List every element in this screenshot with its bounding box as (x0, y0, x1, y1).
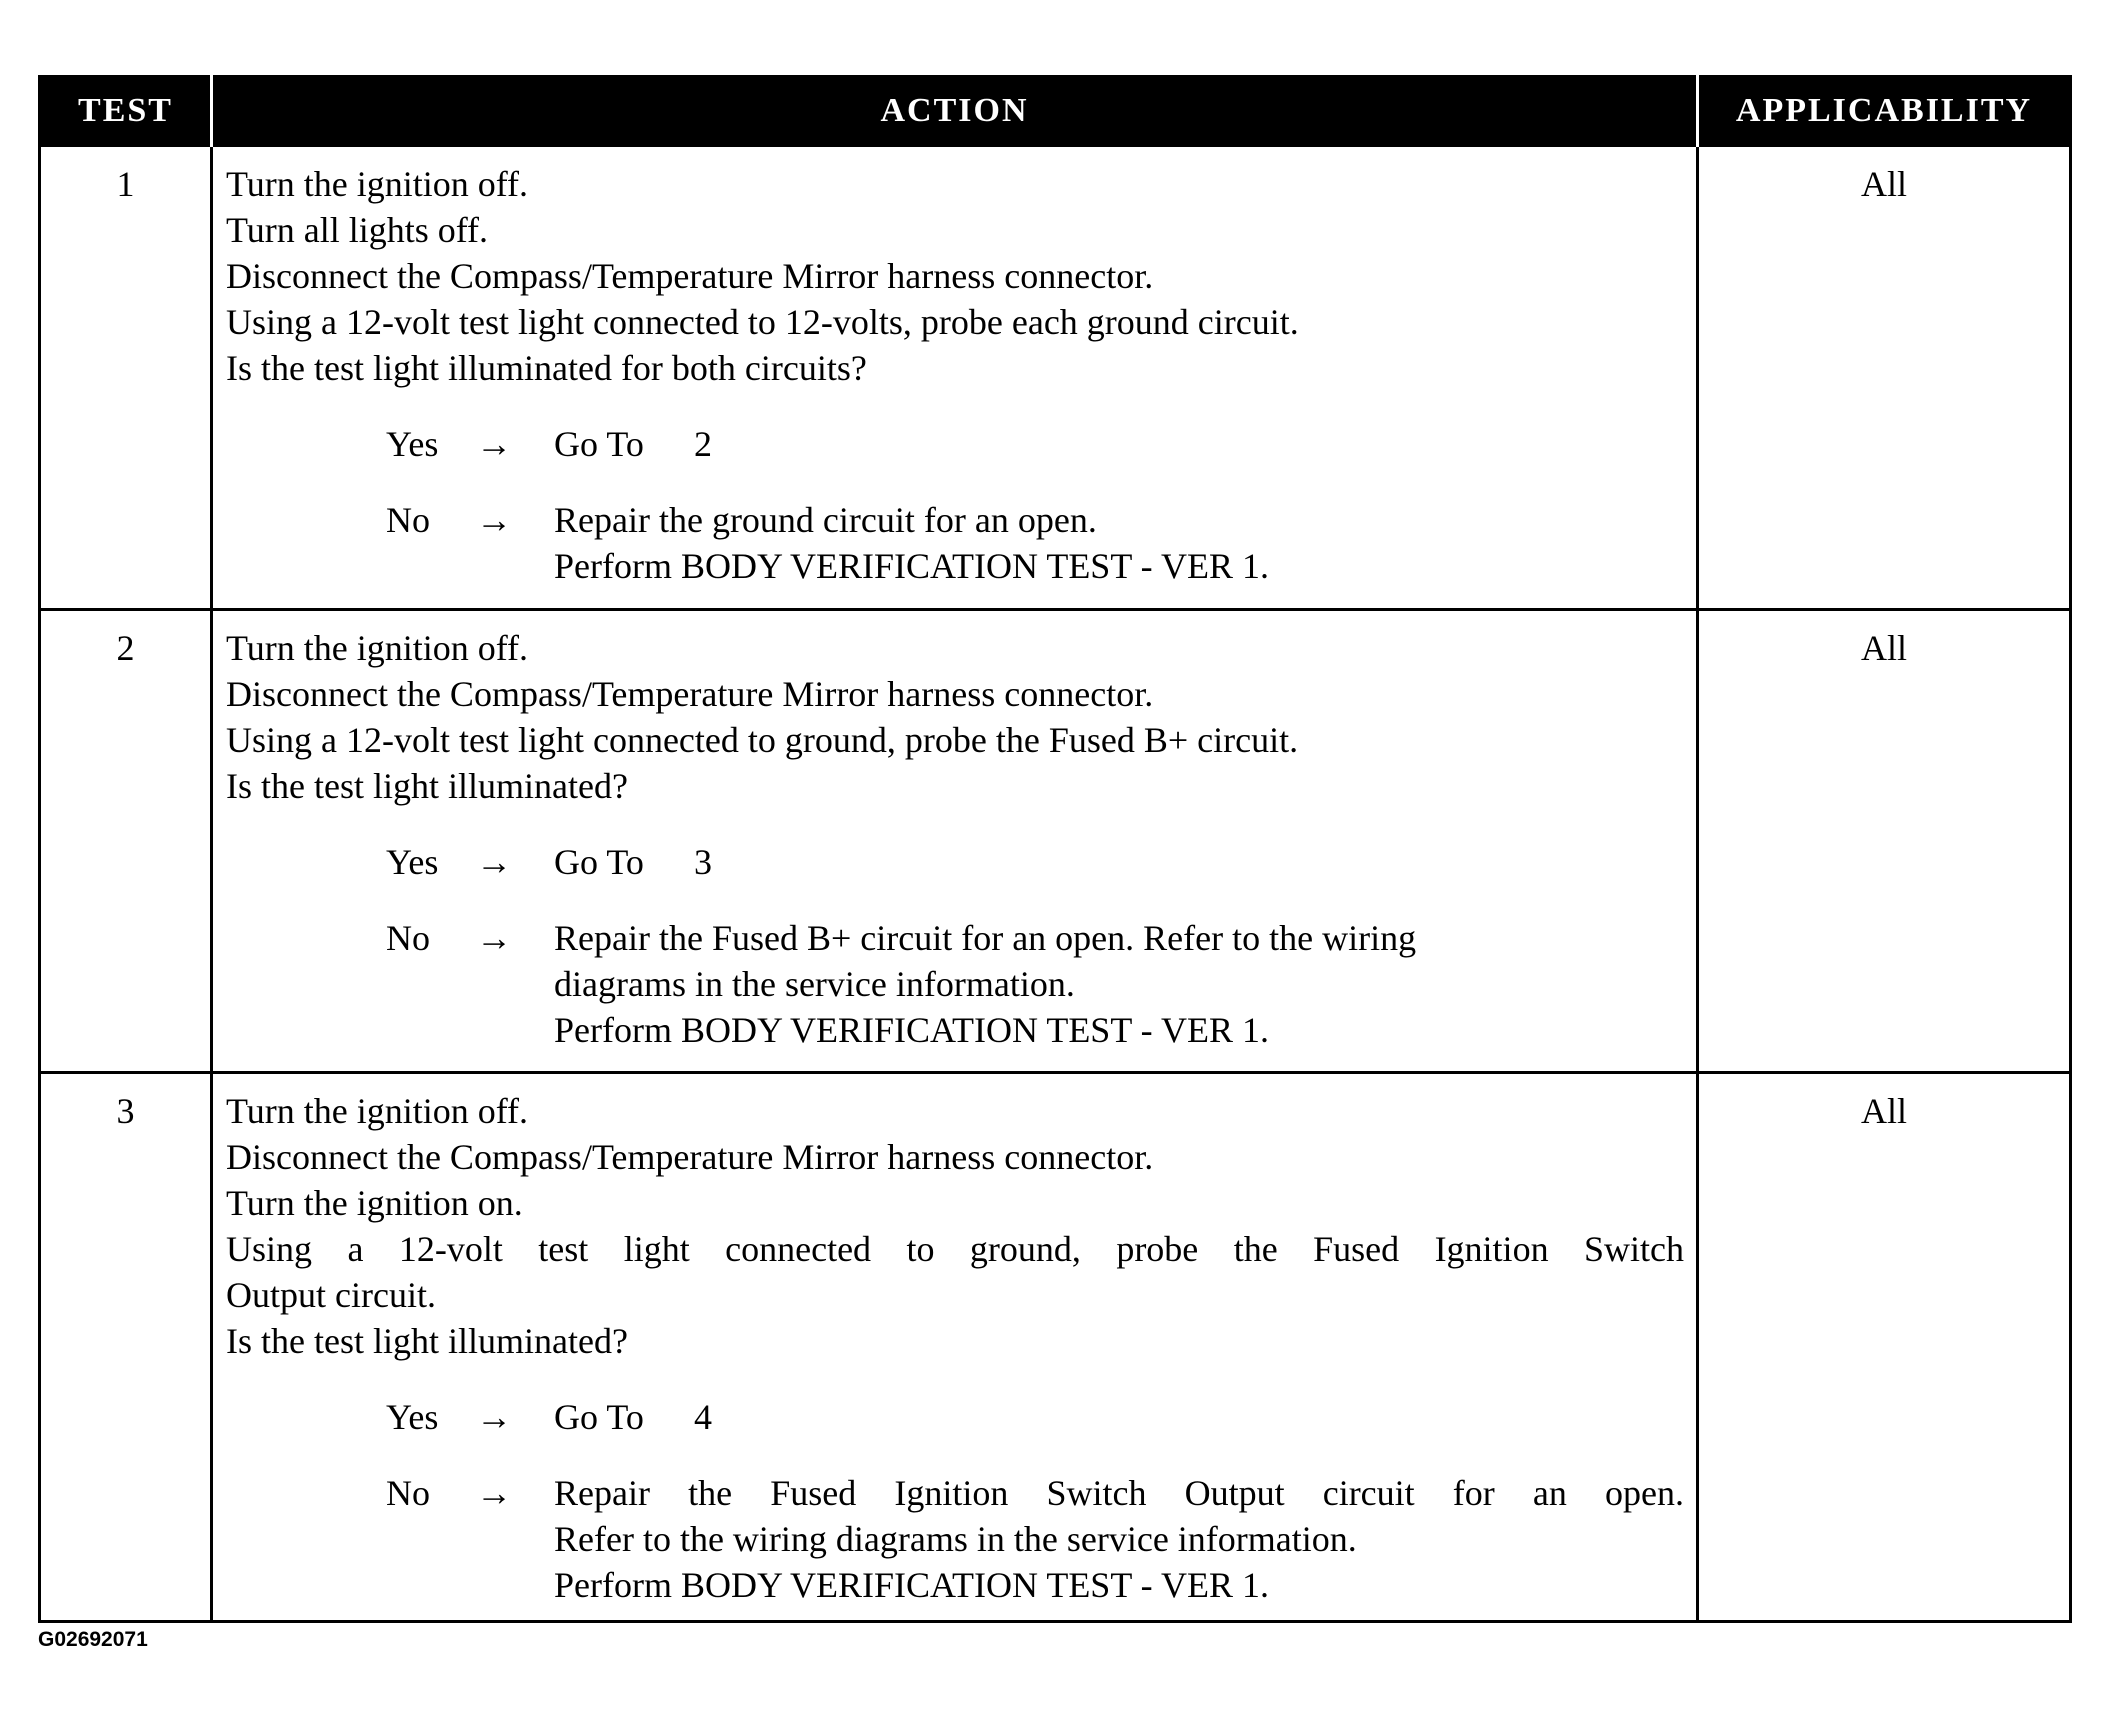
right-arrow-icon: → (476, 842, 512, 882)
goto-instruction (554, 839, 1684, 885)
right-arrow-icon: → (476, 500, 512, 540)
action-step: Disconnect the Compass/Temperature Mirror harness connector. (226, 1137, 1154, 1177)
action-step: Output circuit. (226, 1275, 436, 1315)
action-step: Disconnect the Compass/Temperature Mirror harness connector. (226, 674, 1154, 714)
header-applicability: APPLICABILITY (1698, 77, 2071, 146)
action-cell (212, 610, 1698, 1073)
right-arrow-icon: → (476, 424, 512, 464)
header-test: TEST (40, 77, 212, 146)
goto-test-number: 2 (694, 424, 712, 464)
table-row (40, 1073, 2071, 1622)
right-arrow-icon: → (476, 918, 512, 958)
no-label: No (386, 500, 430, 540)
test-number: 1 (40, 146, 212, 610)
repair-line: Refer to the wiring diagrams in the service information. (554, 1519, 1357, 1559)
yes-outcome (386, 1394, 1684, 1440)
applicability-cell: All (1698, 146, 2071, 610)
repair-instruction (554, 497, 1684, 589)
action-step: Using a 12-volt test light connected to ground, probe the Fused Ignition Switch (226, 1229, 1684, 1269)
repair-instruction (554, 915, 1684, 1053)
repair-line: Perform BODY VERIFICATION TEST - VER 1. (554, 1010, 1270, 1050)
action-steps (226, 1088, 1684, 1364)
goto-instruction (554, 1394, 1684, 1440)
no-outcome (386, 915, 1684, 1053)
action-step: Is the test light illuminated for both circuits? (226, 348, 867, 388)
repair-line: Perform BODY VERIFICATION TEST - VER 1. (554, 546, 1270, 586)
repair-line: diagrams in the service information. (554, 964, 1075, 1004)
action-step: Turn the ignition on. (226, 1183, 523, 1223)
yes-outcome (386, 421, 1684, 467)
goto-test-number: 3 (694, 842, 712, 882)
action-steps (226, 161, 1684, 391)
yes-label: Yes (386, 424, 439, 464)
repair-line: Perform BODY VERIFICATION TEST - VER 1. (554, 1565, 1270, 1605)
yes-label: Yes (386, 842, 439, 882)
repair-line: Repair the ground circuit for an open. (554, 500, 1097, 540)
action-step: Turn all lights off. (226, 210, 489, 250)
action-step: Is the test light illuminated? (226, 1321, 628, 1361)
diagnostic-test-table (38, 75, 2072, 1623)
no-label: No (386, 1473, 430, 1513)
header-action: ACTION (212, 77, 1698, 146)
action-step: Turn the ignition off. (226, 628, 529, 668)
applicability-cell: All (1698, 1073, 2071, 1622)
yes-label: Yes (386, 1397, 439, 1437)
goto-test-number: 4 (694, 1397, 712, 1437)
action-step: Turn the ignition off. (226, 1091, 529, 1131)
action-step: Using a 12-volt test light connected to 12-volts, probe each ground circuit. (226, 302, 1299, 342)
repair-instruction (554, 1470, 1684, 1608)
test-number: 2 (40, 610, 212, 1073)
applicability-cell: All (1698, 610, 2071, 1073)
figure-id: G02692071 (38, 1628, 148, 1651)
goto-label: Go To (554, 842, 644, 882)
no-label: No (386, 918, 430, 958)
action-steps (226, 625, 1684, 809)
table-row (40, 146, 2071, 610)
table-row (40, 610, 2071, 1073)
goto-label: Go To (554, 424, 644, 464)
action-cell (212, 146, 1698, 610)
no-outcome (386, 497, 1684, 589)
test-number: 3 (40, 1073, 212, 1622)
action-cell (212, 1073, 1698, 1622)
goto-instruction (554, 421, 1684, 467)
action-step: Turn the ignition off. (226, 164, 529, 204)
action-step: Is the test light illuminated? (226, 766, 628, 806)
right-arrow-icon: → (476, 1473, 512, 1513)
goto-label: Go To (554, 1397, 644, 1437)
action-step: Using a 12-volt test light connected to ground, probe the Fused B+ circuit. (226, 720, 1299, 760)
repair-line: Repair the Fused Ignition Switch Output circuit for an open. (554, 1473, 1684, 1513)
right-arrow-icon: → (476, 1397, 512, 1437)
repair-line: Repair the Fused B+ circuit for an open. Refer to the wiring (554, 918, 1417, 958)
yes-outcome (386, 839, 1684, 885)
action-step: Disconnect the Compass/Temperature Mirror harness connector. (226, 256, 1154, 296)
table-header-row (40, 77, 2071, 146)
no-outcome (386, 1470, 1684, 1608)
